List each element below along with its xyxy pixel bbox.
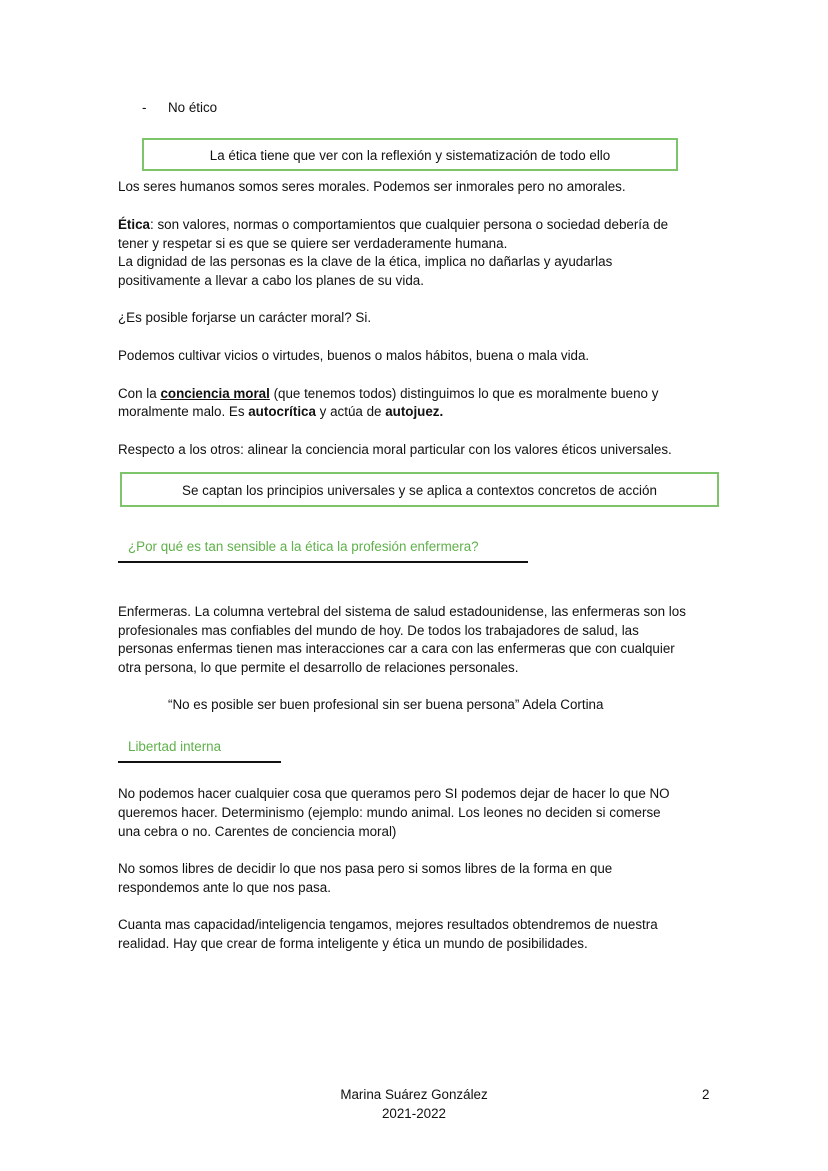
quote-adela-cortina: “No es posible ser buen profesional sin ser buena persona” Adela Cortina	[168, 697, 604, 712]
conciencia-l2-pre: moralmente malo. Es	[118, 404, 249, 419]
conciencia-l2-mid: y actúa de	[315, 404, 386, 419]
paragraph-respecto-otros: Respecto a los otros: alinear la conciencia moral particular con los valores éticos universales.	[118, 442, 672, 457]
conciencia-pre: Con la	[118, 386, 161, 401]
footer-year: 2021-2022	[381, 1106, 447, 1121]
callout-box-reflexion	[142, 138, 678, 171]
page-number: 2	[702, 1087, 710, 1102]
section-heading-libertad: Libertad interna	[128, 739, 222, 754]
term-etica: Ética	[118, 217, 151, 232]
paragraph-seres-morales: Los seres humanos somos seres morales. Podemos ser inmorales pero no amorales.	[118, 179, 626, 194]
paragraph-conciencia-line1	[118, 384, 658, 403]
section-heading-enfermera: ¿Por qué es tan sensible a la ética la profesión enfermera?	[128, 539, 479, 554]
term-autojuez: autojuez.	[385, 404, 444, 419]
paragraph-enfermeras-line2: profesionales mas confiables del mundo de hoy. De todos los trabajadores de salud, las	[118, 623, 639, 638]
list-bullet: -	[142, 100, 147, 115]
paragraph-enfermeras-line4: otra persona, lo que permite el desarrollo de relaciones personales.	[118, 660, 519, 675]
list-item-no-etico: No ético	[168, 100, 218, 115]
paragraph-vicios: Podemos cultivar vicios o virtudes, buenos o malos hábitos, buena o mala vida.	[118, 348, 590, 363]
paragraph-etica-line2: tener y respetar si es que se quiere ser verdaderamente humana.	[118, 236, 508, 251]
paragraph-enfermeras-line3: personas enfermas tienen mas interacciones car a cara con las enfermeras que con cualquier	[118, 641, 675, 656]
callout-box-principios	[120, 472, 719, 507]
conciencia-post: (que tenemos todos) distinguimos lo que es moralmente bueno y	[269, 386, 659, 401]
paragraph-libertad-line3: una cebra o no. Carentes de conciencia moral)	[118, 824, 397, 839]
heading-underline	[118, 761, 281, 763]
paragraph-libres-line2: respondemos ante lo que nos pasa.	[118, 880, 331, 895]
paragraph-dignidad-line1: La dignidad de las personas es la clave de la ética, implica no dañarlas y ayudarlas	[118, 254, 613, 269]
paragraph-caracter-moral: ¿Es posible forjarse un carácter moral? Si.	[118, 310, 372, 325]
paragraph-enfermeras-line1: Enfermeras. La columna vertebral del sistema de salud estadounidense, las enfermeras son los	[118, 604, 686, 619]
paragraph-conciencia-line2	[118, 402, 443, 421]
paragraph-capacidad-line1: Cuanta mas capacidad/inteligencia tengamos, mejores resultados obtendremos de nuestra	[118, 917, 658, 932]
paragraph-libertad-line2: queremos hacer. Determinismo (ejemplo: mundo animal. Los leones no deciden si comerse	[118, 805, 661, 820]
etica-definition: : son valores, normas o comportamientos que cualquier persona o sociedad debería de	[150, 217, 669, 232]
term-autocritica: autocrítica	[248, 404, 316, 419]
term-conciencia-moral: conciencia moral	[160, 386, 270, 401]
paragraph-dignidad-line2: positivamente a llevar a cabo los planes de su vida.	[118, 273, 424, 288]
heading-underline	[118, 561, 528, 563]
paragraph-etica-line1	[118, 215, 668, 234]
footer-author: Marina Suárez González	[340, 1087, 488, 1102]
callout-text: Se captan los principios universales y se aplica a contextos concretos de acción	[182, 483, 657, 498]
callout-text: La ética tiene que ver con la reflexión y sistematización de todo ello	[209, 148, 611, 163]
paragraph-libertad-line1: No podemos hacer cualquier cosa que queramos pero SI podemos dejar de hacer lo que NO	[118, 786, 670, 801]
paragraph-libres-line1: No somos libres de decidir lo que nos pasa pero si somos libres de la forma en que	[118, 861, 613, 876]
paragraph-capacidad-line2: realidad. Hay que crear de forma inteligente y ética un mundo de posibilidades.	[118, 936, 588, 951]
